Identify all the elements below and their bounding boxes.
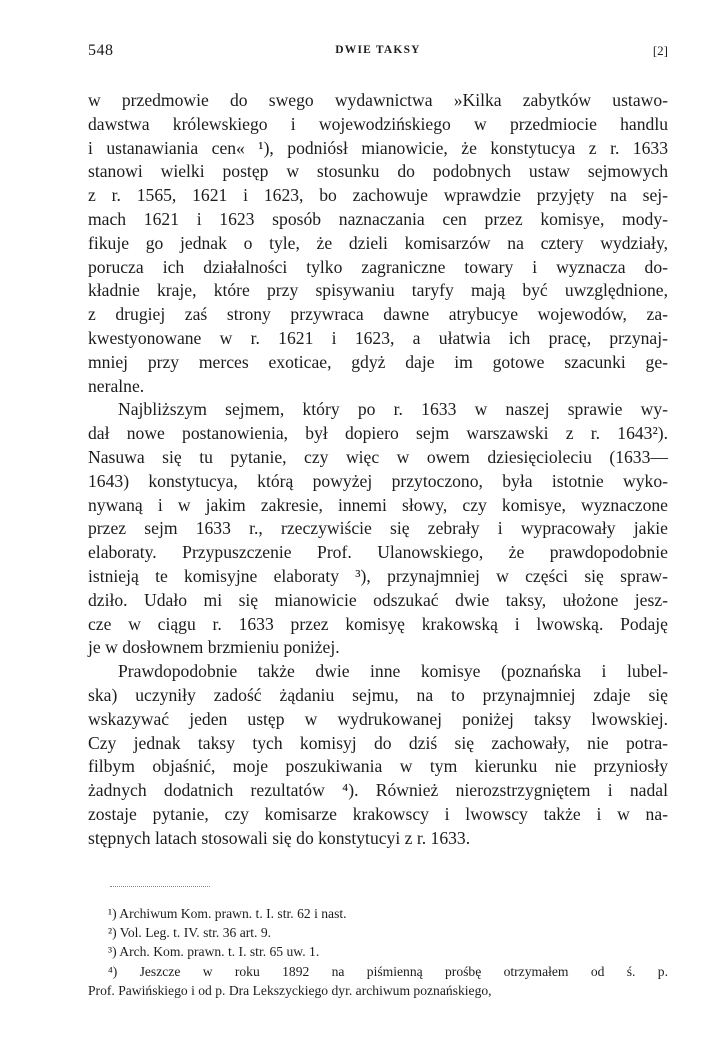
text-line: je w dosłownem brzmieniu poniżej. [88,637,340,658]
text-line: wskazywać jeden ustęp w wydrukowanej poniżej taksy lwowskiej. [88,708,668,729]
footnote-2: ²) Vol. Leg. t. IV. str. 36 art. 9. [108,925,272,941]
paragraph-1 [88,89,668,398]
text-line: kładnie kraje, które przy spisywaniu taryfy mają być uwzględnione, [88,280,668,301]
text-line: porucza ich działalności tylko zagraniczne towary i wyznacza do- [88,256,668,277]
footnotes [88,904,668,1000]
text-line: Nasuwa się tu pytanie, czy więc w owem dziesięcioleciu (1633— [88,446,668,467]
text-line: i ustanawiania cen« ¹), podniósł mianowicie, że konstytucya z r. 1633 [88,137,668,158]
footnote-4: ⁴) Jeszcze w roku 1892 na piśmienną prośbę otrzymałem od ś. p. [108,963,668,979]
text-line: z drugiej zaś strony przywraca dawne atrybucye wojewodów, za- [88,304,668,325]
text-line: przez sejm 1633 r., rzeczywiście się zebrały i wypracowały jakie [88,518,668,539]
section-mark: [2] [652,43,668,58]
text-line: mniej przy merces exoticae, gdyż daje im gotowe szacunki ge- [88,351,668,372]
text-line: stępnych latach stosowali się do konstytucyi z r. 1633. [88,827,471,848]
paragraph-2 [88,398,668,660]
text-line: elaboraty. Przypuszczenie Prof. Ulanowskiego, że prawdopodobnie [88,542,668,563]
text-line: nywaną i w jakim zakresie, innemi słowy, czy komisye, wyznaczone [88,494,668,515]
footnote-1: ¹) Archiwum Kom. prawn. t. I. str. 62 i nast. [108,906,347,921]
footnote-divider [110,886,210,887]
text-line: Prawdopodobnie także dwie inne komisye (poznańska i lubel- [118,661,668,682]
text-line: stanowi wielki postęp w stosunku do podobnych ustaw sejmowych [88,161,668,182]
text-line: w przedmowie do swego wydawnictwa »Kilka zabytków ustawo- [88,90,668,110]
text-line: istnieją te komisyjne elaboraty ³), przynajmniej w części się spraw- [88,565,668,586]
text-line: Czy jednak taksy tych komisyj do dziś się zachowały, nie potra- [88,732,668,753]
page-number: 548 [88,42,114,59]
text-line: neralne. [88,375,145,396]
body-text [88,89,668,851]
text-line: fikuje go jednak o tyle, że dzieli komisarzów na cztery wydziały, [88,232,668,253]
footnote-4-continuation: Prof. Pawińskiego i od p. Dra Lekszyckiego dyr. archiwum poznańskiego, [88,982,492,998]
text-line: cze w ciągu r. 1633 przez komisyę krakowską i lwowską. Podaję [88,613,668,634]
footnote-3: ³) Arch. Kom. prawn. t. I. str. 65 uw. 1. [108,944,320,960]
text-line: ska) uczyniły zadość żądaniu sejmu, na to przynajmniej zdaje się [88,684,668,705]
text-line: dziło. Udało mi się mianowicie odszukać dwie taksy, ułożone jesz- [88,589,668,610]
text-line: mach 1621 i 1623 sposób naznaczania cen przez komisye, mody- [88,208,668,229]
text-line: 1643) konstytucya, którą powyżej przytoczono, była istotnie wyko- [88,470,668,491]
text-line: z r. 1565, 1621 i 1623, bo zachowuje wprawdzie przyjęty na sej- [88,185,668,206]
text-line: kwestyonowane w r. 1621 i 1623, a ułatwia ich pracę, przynaj- [88,327,668,348]
text-line: dawstwa królewskiego i wojewodzińskiego w przedmiocie handlu [88,113,668,134]
text-line: filbym objaśnić, moje poszukiwania w tym kierunku nie przyniosły [88,756,668,777]
running-title: DWIE TAKSY [335,44,421,56]
text-line: Najbliższym sejmem, który po r. 1633 w naszej sprawie wy- [118,399,668,420]
page-header [88,42,668,64]
paragraph-3 [88,660,668,850]
text-line: dał nowe postanowienia, był dopiero sejm warszawski z r. 1643²). [88,423,668,444]
text-line: żadnych dodatnich rezultatów ⁴). Również nierozstrzygniętem i nadal [88,780,668,801]
text-line: zostaje pytanie, czy komisarze krakowscy i lwowscy także i w na- [88,803,668,824]
